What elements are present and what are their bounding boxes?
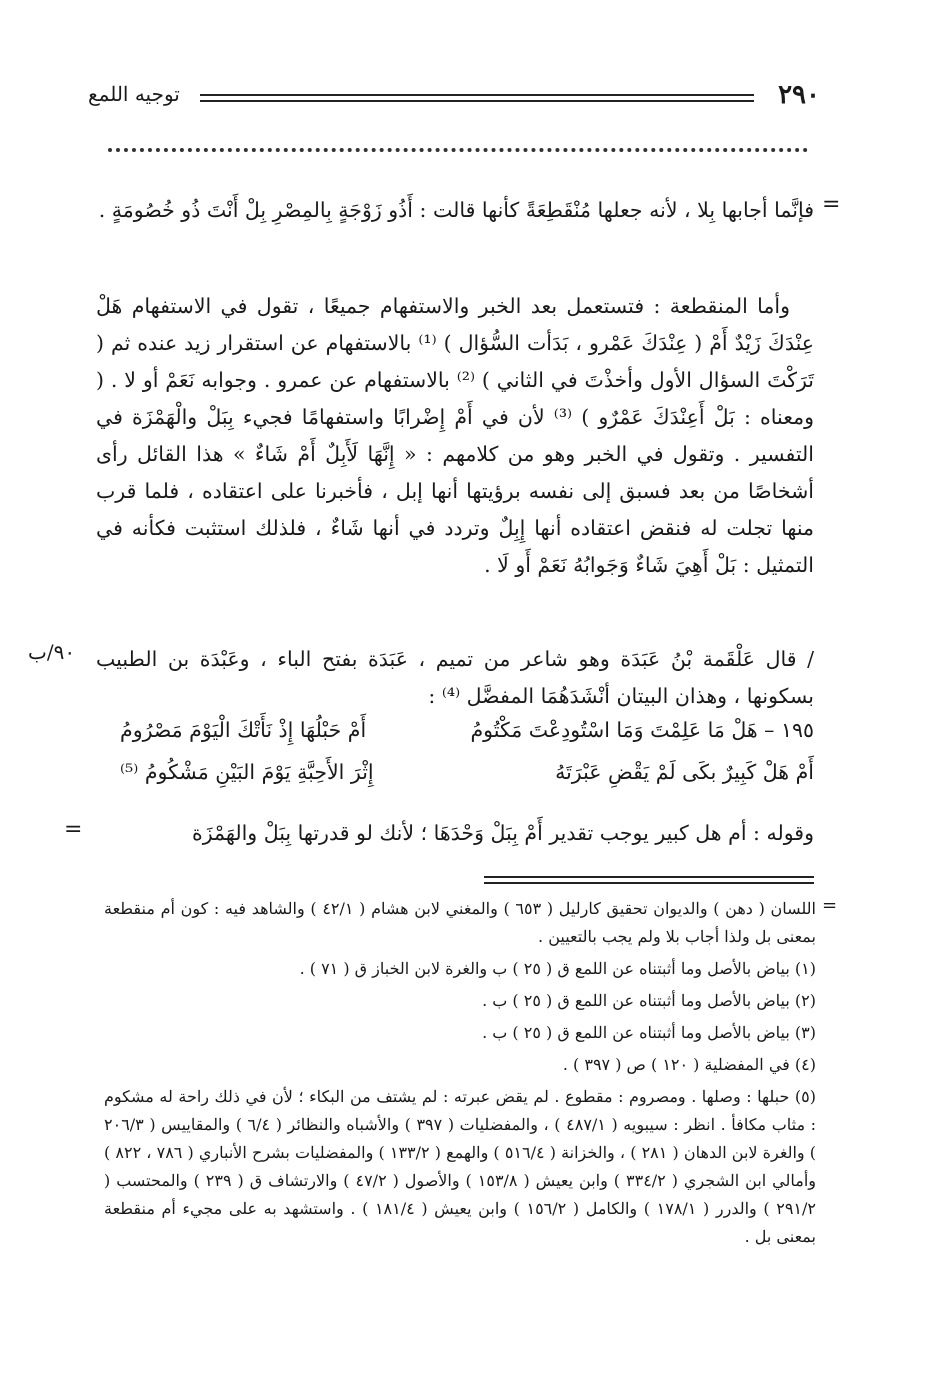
main-text-end <box>96 815 814 855</box>
footnote-5: (٥) حبلها : وصلها . ومصروم : مقطوع . لم يقض عبرته : لم يشتف من البكاء ؛ لأن في ذلك راحة له مشكوم : مثاب مكافأ . انظر : سيبويه ( ٤٨٧/١ ) ، والمفضليات ( ٣٩٧ ) والأشباه والنظائر ( ٦/٤ ) والمقاييس ( ٢٠٦/٣ ) والغرة لابن الدهان ( ٢٨١ ) ، والخزانة ( ٥١٦/٤ ) والهمع ( ١٣٣/٢ ) والمفضليات بشرح الأنباري ( ٧٨٦ ، ٨٢٢ ) وأمالي ابن الشجري ( ٣٣٤/٢ ) وابن يعيش ( ١٥٣/٨ ) والأصول ( ٤٧/٢ ) والارتشاف ق ( ٢٣٩ ) والمحتسب ( ٢٩١/٢ ) والدرر ( ١٧٨/١ ) والكامل ( ١٥٦/٢ ) وابن يعيش ( ١٨١/٤ ) . واستشهد به على مجيء أم منقطعة بمعنى بل . <box>104 1087 817 1246</box>
footnote-continued: اللسان ( دهن ) والديوان تحقيق كارليل ( ٦٥٣ ) والمغني لابن هشام ( ٤٢/١ ) والشاهد فيه : كون أم منقطعة بمعنى بل ولذا أجاب بلا ولم يجب بالتعيين . <box>104 899 816 946</box>
footnote-rule-lower <box>484 882 814 884</box>
continuation-mark-top: = <box>822 192 841 217</box>
verse-row-1 <box>104 718 814 754</box>
footnote-3: (٣) بياض بالأصل وما أثبتناه عن اللمع ق ( ٢٥ ) ب . <box>482 1023 816 1042</box>
folio-marker: ٩٠/ب <box>28 640 76 664</box>
main-text <box>96 192 814 709</box>
header-rule-lower <box>200 100 754 102</box>
running-title: توجيه اللمع <box>88 82 180 106</box>
verse-1-second-hemistich: أَمْ حَبْلُهَا إِذْ نَأَتْكَ الْيَوْمَ مَصْرُومُ <box>120 718 367 742</box>
verse-1-first-hemistich: ١٩٥ – هَلْ مَا عَلِمْتَ وَمَا اسْتُودِعْتَ مَكْتُومُ <box>470 718 814 742</box>
notes-continuation-mark: = <box>822 895 838 916</box>
paragraph-4: وقوله : أم هل كبير يوجب تقدير أَمْ بِبَلْ وَحْدَهَا ؛ لأنك لو قدرتها بِبَلْ والهَمْزَة <box>192 821 814 845</box>
footnote-rule <box>484 876 814 878</box>
paragraph-3: / قال عَلْقَمة بْنُ عَبَدَة وهو شاعر من تميم ، عَبَدَة بفتح الباء ، وعَبْدَة بن الطبيب بسكونها ، وهذان البيتان أنْشَدَهُمَا المفضَّل ⁽⁴⁾ : <box>96 647 814 708</box>
paragraph-1: فإنَّما أجابها بِلا ، لأنه جعلها مُنْقَطِعَةً كأنها قالت : أَذُو زَوْجَةٍ بِالمِصْرِ بِلْ أَنْتَ ذُو خُصُومَةٍ . <box>98 198 814 222</box>
header-rule <box>200 94 754 96</box>
page-header <box>88 80 820 116</box>
footnote-2: (٢) بياض بالأصل وما أثبتناه عن اللمع ق ( ٢٥ ) ب . <box>482 991 816 1010</box>
footnotes <box>104 895 816 1255</box>
page-number: ٢٩٠ <box>778 80 820 110</box>
verse-2-second-hemistich: إِثْرَ الأَحِبَّةِ يَوْمَ البَيْنِ مَشْكُومُ ⁽⁵⁾ <box>120 760 374 784</box>
verse-row-2 <box>104 760 814 796</box>
footnote-1: (١) بياض بالأصل وما أثبتناه عن اللمع ق ( ٢٥ ) ب والغرة لابن الخباز ق ( ٧١ ) . <box>299 959 816 978</box>
poem-verses <box>104 718 814 796</box>
continuation-mark-bottom: = <box>64 817 83 842</box>
verse-2-first-hemistich: أَمْ هَلْ كَبِيرٌ بكَى لَمْ يَقْضِ عَبْرَتَهُ <box>555 760 814 784</box>
footnote-4: (٤) في المفضلية ( ١٢٠ ) ص ( ٣٩٧ ) . <box>562 1055 816 1074</box>
paragraph-2: وأما المنقطعة : فتستعمل بعد الخبر والاستفهام جميعًا ، تقول في الاستفهام هَلْ عِنْدَكَ زَيْدٌ أَمْ ( عِنْدَكَ عَمْرو ، بَدَأت السُّؤال ) ⁽¹⁾ بالاستفهام عن استقرار زيد عنده ثم ( تَرَكْتَ السؤال الأول وأخذْتَ في الثاني ) ⁽²⁾ بالاستفهام عن عمرو . وجوابه نَعَمْ أو لا . ( ومعناه : بَلْ أَعِنْدَكَ عَمْرٌو ) ⁽³⁾ لأن في أَمْ إِضْرابًا واستفهامًا فجيء بِبَلْ والْهَمْزَة في التفسير . وتقول في الخبر وهو من كلامهم : « إِنَّهَا لَأَبِلٌ أَمْ شَاءٌ » هذا القائل رأى أشخاصًا من بعد فسبق إلى نفسه برؤيتها أنها إبل ، فأخبرنا على اعتقاده ، فلما قرب منها تجلت له فنقض اعتقاده أنها إِبِلٌ وتردد في أنها شَاءٌ ، فلذلك استثبت فكأنه في التمثيل : بَلْ أَهِيَ شَاءٌ وَجَوابُهُ نَعَمْ أَو لَا . <box>96 294 815 577</box>
dotted-separator <box>108 148 808 160</box>
